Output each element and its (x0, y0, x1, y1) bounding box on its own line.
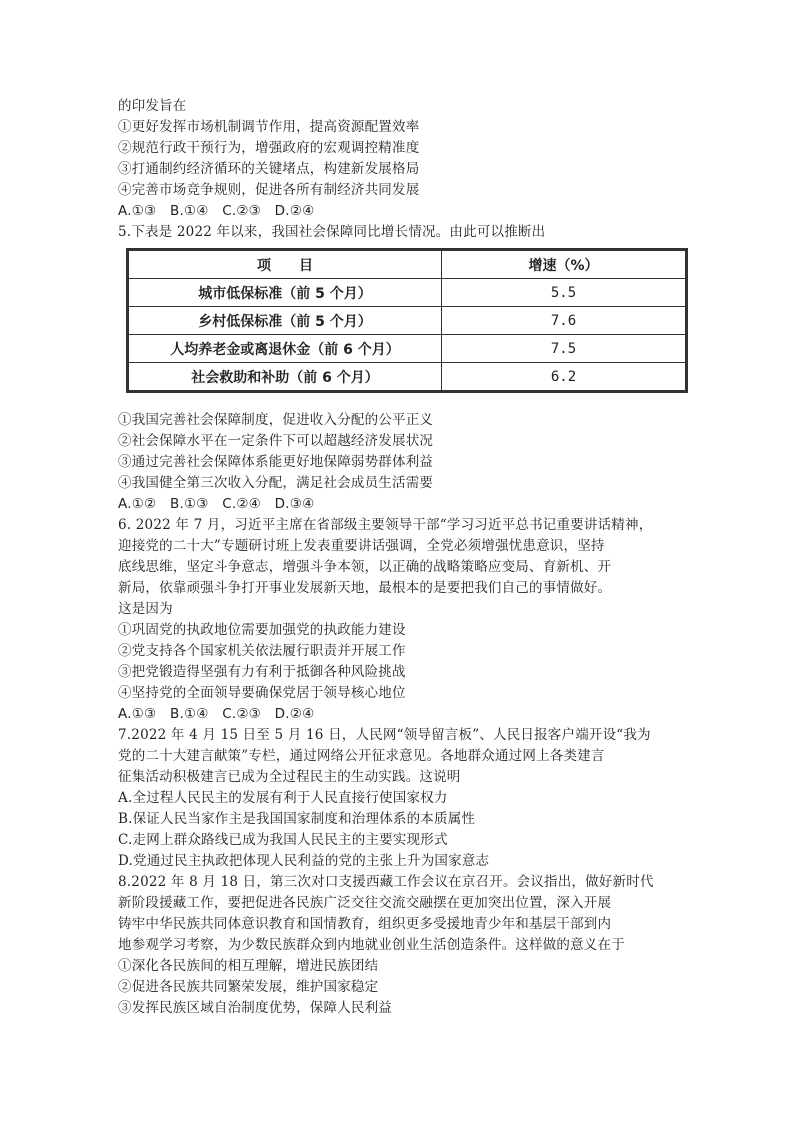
question-7-stem: 7.2022 年 4 月 15 日至 5 月 16 日，人民网“领导留言板”、人民日报客户端开设“我为 (118, 727, 651, 743)
table-row (129, 335, 686, 363)
text-line: 新阶段援藏工作，要把促进各民族广泛交往交流交融摆在更加突出位置，深入开展 (118, 895, 612, 911)
table-cell-item: 人均养老金或离退休金（前 6 个月） (129, 335, 442, 363)
text-line: ①我国完善社会保障制度，促进收入分配的公平正义 (118, 412, 434, 428)
text-line: ③发挥民族区域自治制度优势，保障人民利益 (118, 1000, 392, 1016)
text-line: C.走网上群众路线已成为我国人民民主的主要实现形式 (118, 832, 448, 848)
answer-options: A.①② B.①③ C.②④ D.③④ (118, 496, 315, 512)
table-row (129, 279, 686, 307)
table-row (129, 307, 686, 335)
answer-options: A.①③ B.①④ C.②③ D.②④ (118, 203, 315, 219)
table-cell-item: 城市低保标准（前 5 个月） (129, 279, 442, 307)
text-line: ③打通制约经济循环的关键堵点，构建新发展格局 (118, 161, 420, 177)
text-line: 的印发旨在 (118, 98, 187, 114)
text-line: ②党支持各个国家机关依法履行职责并开展工作 (118, 643, 406, 659)
text-line: 新局，依靠顽强斗争打开事业发展新天地，最根本的是要把我们自己的事情做好。 (118, 580, 612, 596)
text-line: ②社会保障水平在一定条件下可以超越经济发展状况 (118, 433, 434, 449)
text-line: ②促进各民族共同繁荣发展，维护国家稳定 (118, 979, 379, 995)
table-header-item: 项 目 (129, 251, 442, 279)
text-line: 这是因为 (118, 601, 173, 617)
text-line: ①深化各民族间的相互理解，增进民族团结 (118, 958, 379, 974)
table-row (129, 363, 686, 391)
text-line: ②规范行政干预行为，增强政府的宏观调控精准度 (118, 140, 420, 156)
social-security-table (126, 248, 688, 393)
text-line: ③把党锻造得坚强有力有利于抵御各种风险挑战 (118, 664, 406, 680)
text-line: 底线思维，坚定斗争意志，增强斗争本领，以正确的战略策略应变局、育新机、开 (118, 559, 612, 575)
table-header-row (129, 251, 686, 279)
text-line: D.党通过民主执政把体现人民利益的党的主张上升为国家意志 (118, 853, 490, 869)
question-8-stem: 8.2022 年 8 月 18 日，第三次对口支援西藏工作会议在京召开。会议指出，做好新时代 (118, 874, 654, 890)
table-cell-rate: 6.2 (442, 363, 686, 391)
text-line: 征集活动积极建言已成为全过程民主的生动实践。这说明 (118, 769, 461, 785)
text-line: ④完善市场竞争规则，促进各所有制经济共同发展 (118, 182, 420, 198)
text-line: ④坚持党的全面领导要确保党居于领导核心地位 (118, 685, 406, 701)
question-5-stem: 5.下表是 2022 年以来，我国社会保障同比增长情况。由此可以推断出 (118, 224, 546, 240)
table-cell-rate: 5.5 (442, 279, 686, 307)
text-line: 地参观学习考察，为少数民族群众到内地就业创业生活创造条件。这样做的意义在于 (118, 937, 625, 953)
table-cell-item: 乡村低保标准（前 5 个月） (129, 307, 442, 335)
text-line: ④我国健全第三次收入分配，满足社会成员生活需要 (118, 475, 434, 491)
table-cell-rate: 7.5 (442, 335, 686, 363)
table-header-rate: 增速（%） (442, 251, 686, 279)
table-cell-item: 社会救助和补助（前 6 个月） (129, 363, 442, 391)
text-line: ①更好发挥市场机制调节作用，提高资源配置效率 (118, 119, 420, 135)
text-line: B.保证人民当家作主是我国国家制度和治理体系的本质属性 (118, 811, 476, 827)
text-line: ③通过完善社会保障体系能更好地保障弱势群体利益 (118, 454, 434, 470)
question-6-stem: 6. 2022 年 7 月，习近平主席在省部级主要领导干部“学习习近平总书记重要讲话精神， (118, 517, 653, 533)
text-line: 党的二十大建言献策”专栏，通过网络公开征求意见。各地群众通过网上各类建言 (118, 748, 605, 764)
table-cell-rate: 7.6 (442, 307, 686, 335)
text-line: 迎接党的二十大”专题研讨班上发表重要讲话强调，全党必须增强忧患意识，坚持 (118, 538, 605, 554)
text-line: A.全过程人民民主的发展有利于人民直接行使国家权力 (118, 790, 448, 806)
text-line: 铸牢中华民族共同体意识教育和国情教育，组织更多受援地青少年和基层干部到内 (118, 916, 612, 932)
answer-options: A.①③ B.①④ C.②③ D.②④ (118, 706, 315, 722)
text-line: ①巩固党的执政地位需要加强党的执政能力建设 (118, 622, 406, 638)
